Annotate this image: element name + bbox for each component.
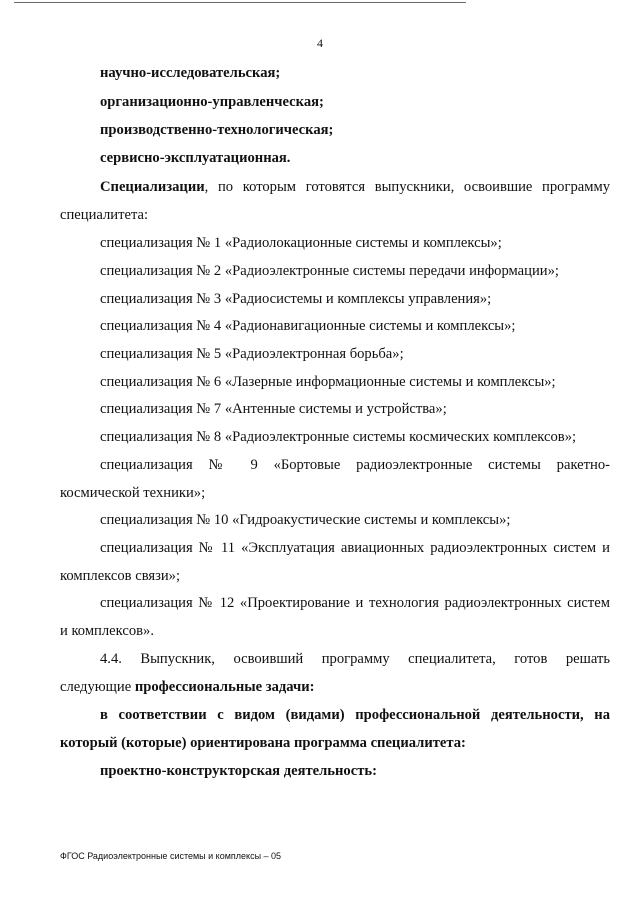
section-4-4-line2 (60, 678, 315, 696)
professional-tasks-heading: профессиональные задачи: (134, 679, 315, 695)
specialization-12-line2: и комплексов». (60, 623, 154, 639)
specializations-intro-line1 (100, 178, 610, 196)
accordance-line2: который (которые) ориентирована программа специалитета: (60, 735, 466, 751)
specialization-12-line1: специализация № 12 «Проектирование и технология радиоэлектронных систем (100, 595, 610, 611)
specialization-11-line2: комплексов связи»; (60, 568, 181, 584)
specialization-3: специализация № 3 «Радиосистемы и комплексы управления»; (100, 291, 492, 307)
footer-document-code: ФГОС Радиоэлектронные системы и комплексы – 05 (60, 851, 282, 861)
specialization-7: специализация № 7 «Антенные системы и устройства»; (100, 401, 447, 417)
top-border-line (14, 2, 466, 3)
specialization-11-line1: специализация № 11 «Эксплуатация авиационных радиоэлектронных систем и (100, 540, 610, 556)
specialization-9-line1: специализация № 9 «Бортовые радиоэлектронные системы ракетно- (100, 457, 610, 473)
specialization-6: специализация № 6 «Лазерные информационные системы и комплексы»; (100, 374, 556, 390)
specializations-heading: Специализации (100, 179, 205, 195)
specializations-intro-text: , по которым готовятся выпускники, освоившие программу (204, 179, 610, 195)
specialization-8: специализация № 8 «Радиоэлектронные системы космических комплексов»; (100, 429, 577, 445)
specialization-5: специализация № 5 «Радиоэлектронная борьба»; (100, 346, 404, 362)
activity-type-service: сервисно-эксплуатационная. (100, 150, 291, 166)
section-4-4-line1: 4.4. Выпускник, освоивший программу специалитета, готов решать (100, 651, 610, 667)
design-activity-heading: проектно-конструкторская деятельность: (100, 763, 377, 779)
accordance-line1: в соответствии с видом (видами) профессиональной деятельности, на (100, 707, 610, 723)
specialization-1: специализация № 1 «Радиолокационные системы и комплексы»; (100, 235, 502, 251)
activity-type-research: научно-исследовательская; (100, 65, 281, 81)
specialization-10: специализация № 10 «Гидроакустические системы и комплексы»; (100, 512, 511, 528)
activity-type-management: организационно-управленческая; (100, 94, 324, 110)
specialization-9-line2: космической техники»; (60, 485, 206, 501)
activity-type-production: производственно-технологическая; (100, 122, 334, 138)
specializations-intro-line2: специалитета: (60, 207, 149, 223)
specialization-2: специализация № 2 «Радиоэлектронные системы передачи информации»; (100, 263, 559, 279)
page-number: 4 (317, 36, 323, 50)
section-4-4-plain-text: следующие (60, 679, 135, 695)
specialization-4: специализация № 4 «Радионавигационные системы и комплексы»; (100, 318, 516, 334)
